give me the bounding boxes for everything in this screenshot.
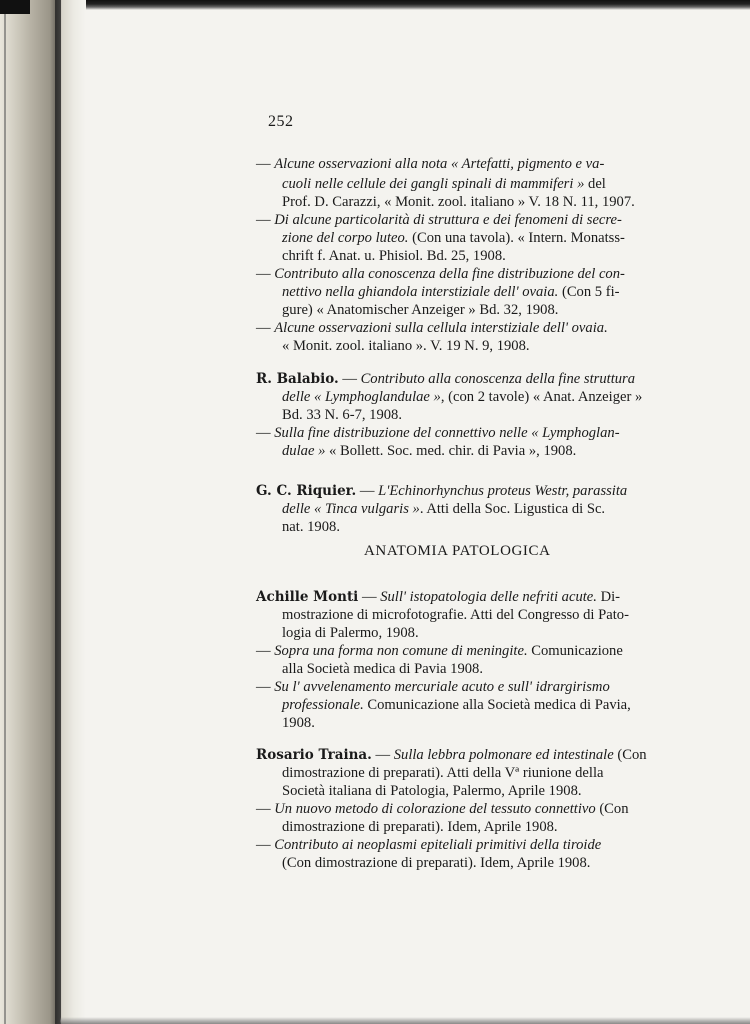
text-line: 1908.: [282, 715, 315, 731]
author-entry-riquier: G. C. Riquier. — L'Echinorhynchus proteus Westr, parassita: [256, 483, 628, 499]
text-line: — Di alcune particolarità di struttura e dei fenomeni di secre-: [256, 212, 622, 228]
text-line: (Con dimostrazione di preparati). Idem, Aprile 1908.: [282, 855, 591, 871]
text-line: gure) « Anatomischer Anzeiger » Bd. 32, 1908.: [282, 302, 559, 318]
text-line: — Un nuovo metodo di colorazione del tessuto connettivo (Con: [256, 801, 629, 817]
scan-edge-line: [4, 0, 6, 1024]
text-line: — Alcune osservazioni alla nota « Artefatti, pigmento e va-: [256, 156, 605, 172]
scan-binding-edge: [0, 0, 86, 1024]
text-line: Prof. D. Carazzi, « Monit. zool. italiano » V. 18 N. 11, 1907.: [282, 194, 635, 210]
text-line: chrift f. Anat. u. Phisiol. Bd. 25, 1908.: [282, 248, 506, 264]
text-line: dulae » « Bollett. Soc. med. chir. di Pavia », 1908.: [282, 443, 577, 459]
text-line: dimostrazione di preparati). Idem, Aprile 1908.: [282, 819, 558, 835]
text-line: — Alcune osservazioni sulla cellula interstiziale dell' ovaia.: [256, 320, 608, 336]
text-line: nettivo nella ghiandola interstiziale dell' ovaia. (Con 5 fi-: [282, 284, 620, 300]
text-line: delle « Lymphoglandulae », (con 2 tavole) « Anat. Anzeiger »: [282, 389, 643, 405]
scan-corner: [0, 0, 30, 14]
section-heading: ANATOMIA PATOLOGICA: [364, 543, 551, 559]
text-line: zione del corpo luteo. (Con una tavola). « Intern. Monatss-: [282, 230, 625, 246]
scan-top-edge: [0, 0, 750, 10]
text-line: nat. 1908.: [282, 519, 340, 535]
text-line: — Contributo alla conoscenza della fine distribuzione del con-: [256, 266, 625, 282]
author-entry-traina: Rosario Traina. — Sulla lebbra polmonare ed intestinale (Con: [256, 747, 647, 763]
text-line: Bd. 33 N. 6-7, 1908.: [282, 407, 402, 423]
text-line: — Sopra una forma non comune di meningite. Comunicazione: [256, 643, 623, 659]
author-entry-balabio: R. Balabio. — Contributo alla conoscenza della fine struttura: [256, 371, 636, 387]
author-entry-monti: Achille Monti — Sull' istopatologia delle nefriti acute. Di-: [256, 589, 621, 605]
text-line: — Contributo ai neoplasmi epiteliali primitivi della tiroide: [256, 837, 602, 853]
text-line: mostrazione di microfotografie. Atti del Congresso di Pato-: [282, 607, 629, 623]
text-line: — Su l' avvelenamento mercuriale acuto e sull' idrargirismo: [256, 679, 610, 695]
scan-bottom-edge: [60, 1017, 750, 1024]
scan-edge-shadow: [55, 0, 61, 1024]
text-line: cuoli nelle cellule dei gangli spinali di mammiferi » del: [282, 176, 606, 192]
text-line: logia di Palermo, 1908.: [282, 625, 419, 641]
text-line: professionale. Comunicazione alla Società medica di Pavia,: [282, 697, 631, 713]
page-number: 252: [268, 113, 294, 130]
text-line: delle « Tinca vulgaris ». Atti della Soc. Ligustica di Sc.: [282, 501, 606, 517]
text-line: — Sulla fine distribuzione del connettivo nelle « Lymphoglan-: [256, 425, 620, 441]
text-line: dimostrazione di preparati). Atti della Vª riunione della: [282, 765, 604, 781]
text-line: Società italiana di Patologia, Palermo, Aprile 1908.: [282, 783, 582, 799]
text-line: alla Società medica di Pavia 1908.: [282, 661, 484, 677]
text-line: « Monit. zool. italiano ». V. 19 N. 9, 1908.: [282, 338, 530, 354]
